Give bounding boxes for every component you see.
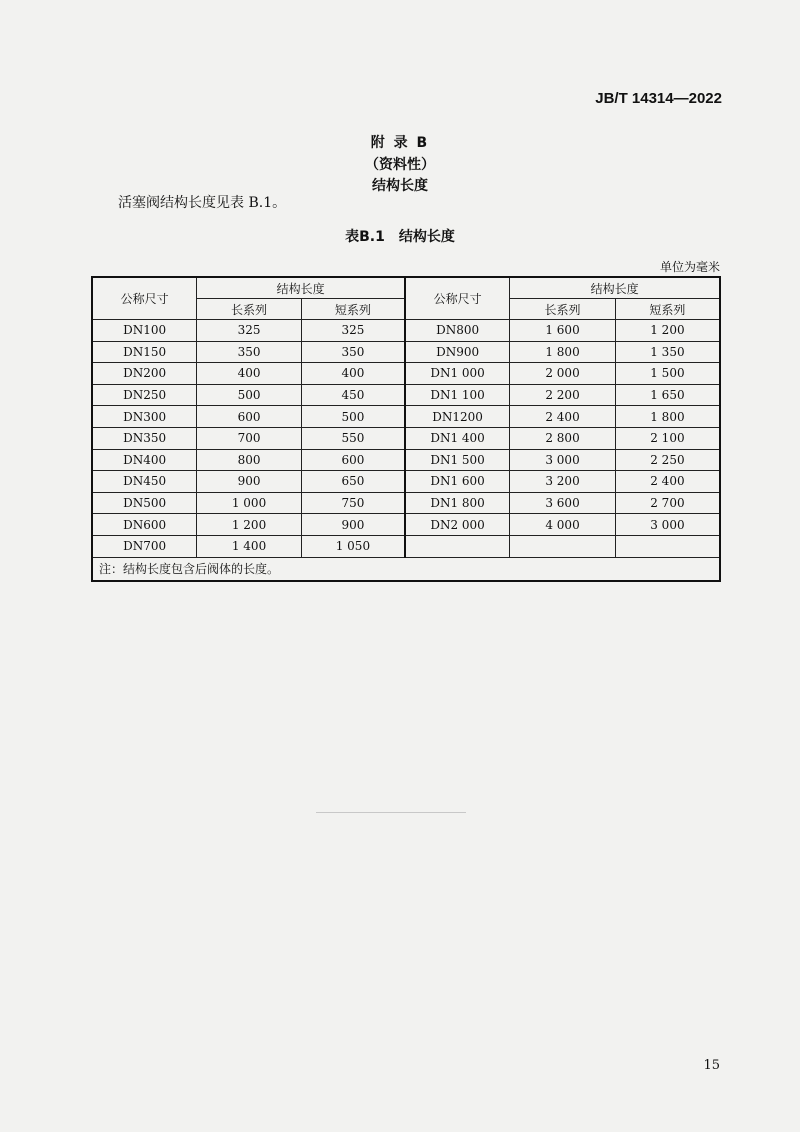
table-cell-dn-right xyxy=(405,535,510,557)
table-cell-short-right: 1 500 xyxy=(615,363,720,385)
table-note: 注：结构长度包含后阀体的长度。 xyxy=(92,557,720,581)
table-cell-dn-left: DN400 xyxy=(92,449,197,471)
table-unit: 单位为毫米 xyxy=(659,260,720,274)
table-row xyxy=(92,427,720,449)
table-cell-long-right: 2 400 xyxy=(510,406,616,428)
table-cell-short-right: 1 650 xyxy=(615,384,720,406)
table-cell-dn-right: DN1 000 xyxy=(405,363,510,385)
table-row xyxy=(92,535,720,557)
table-cell-dn-left: DN500 xyxy=(92,492,197,514)
table-note-row xyxy=(92,557,720,581)
table-cell-dn-left: DN200 xyxy=(92,363,197,385)
table-cell-long-left: 900 xyxy=(197,471,302,493)
table-cell-long-right: 1 800 xyxy=(510,341,616,363)
table-row xyxy=(92,384,720,406)
table-cell-short-left: 650 xyxy=(301,471,405,493)
header-short-left: 短系列 xyxy=(301,299,405,320)
table-cell-dn-left: DN700 xyxy=(92,535,197,557)
table-cell-long-left: 1 400 xyxy=(197,535,302,557)
header-group-right: 结构长度 xyxy=(510,277,720,299)
table-cell-dn-left: DN150 xyxy=(92,341,197,363)
table-row xyxy=(92,449,720,471)
header-long-left: 长系列 xyxy=(197,299,302,320)
table-cell-long-right xyxy=(510,535,616,557)
table-cell-dn-right: DN1 400 xyxy=(405,427,510,449)
table-cell-dn-left: DN350 xyxy=(92,427,197,449)
table-cell-short-left: 1 050 xyxy=(301,535,405,557)
table-cell-dn-left: DN100 xyxy=(92,320,197,342)
table-cell-long-right: 2 200 xyxy=(510,384,616,406)
table-cell-short-right: 1 350 xyxy=(615,341,720,363)
appendix-title: 附 录 B xyxy=(370,135,430,151)
table-cell-long-right: 4 000 xyxy=(510,514,616,536)
table-row xyxy=(92,471,720,493)
table-cell-dn-right: DN1 500 xyxy=(405,449,510,471)
table-cell-dn-right: DN1 600 xyxy=(405,471,510,493)
table-cell-dn-left: DN250 xyxy=(92,384,197,406)
table-cell-short-right: 2 100 xyxy=(615,427,720,449)
table-cell-short-right: 2 250 xyxy=(615,449,720,471)
header-short-right: 短系列 xyxy=(615,299,720,320)
table-caption: 表B.1 结构长度 xyxy=(345,229,455,245)
table-row xyxy=(92,406,720,428)
appendix-subtitle: （资料性） xyxy=(365,157,435,173)
table-cell-short-left: 900 xyxy=(301,514,405,536)
table-cell-short-right: 1 800 xyxy=(615,406,720,428)
table-cell-long-left: 800 xyxy=(197,449,302,471)
table-cell-dn-right: DN900 xyxy=(405,341,510,363)
header-group-left: 结构长度 xyxy=(197,277,405,299)
table-cell-short-left: 325 xyxy=(301,320,405,342)
table-row xyxy=(92,341,720,363)
table-cell-dn-right: DN1200 xyxy=(405,406,510,428)
header-nominal-right: 公称尺寸 xyxy=(405,277,510,320)
table-cell-long-left: 600 xyxy=(197,406,302,428)
appendix-heading: 结构长度 xyxy=(372,178,428,194)
table-cell-short-right: 2 700 xyxy=(615,492,720,514)
header-long-right: 长系列 xyxy=(510,299,616,320)
table-row xyxy=(92,514,720,536)
table-cell-long-right: 1 600 xyxy=(510,320,616,342)
table-cell-long-right: 2 000 xyxy=(510,363,616,385)
table-cell-dn-right: DN1 100 xyxy=(405,384,510,406)
table-cell-dn-left: DN450 xyxy=(92,471,197,493)
table-cell-long-right: 3 600 xyxy=(510,492,616,514)
table-cell-long-left: 500 xyxy=(197,384,302,406)
table-cell-short-left: 450 xyxy=(301,384,405,406)
table-cell-long-right: 2 800 xyxy=(510,427,616,449)
table-row xyxy=(92,363,720,385)
table-cell-long-right: 3 200 xyxy=(510,471,616,493)
table-cell-short-left: 400 xyxy=(301,363,405,385)
table-cell-short-left: 750 xyxy=(301,492,405,514)
header-nominal-left: 公称尺寸 xyxy=(92,277,197,320)
table-cell-long-left: 700 xyxy=(197,427,302,449)
divider-line xyxy=(316,812,466,813)
page-number: 15 xyxy=(703,1058,720,1073)
structure-length-table xyxy=(91,276,721,582)
table-cell-short-right xyxy=(615,535,720,557)
table-cell-dn-right: DN1 800 xyxy=(405,492,510,514)
standard-code: JB/T 14314—2022 xyxy=(595,90,722,107)
table-cell-dn-right: DN2 000 xyxy=(405,514,510,536)
table-cell-dn-left: DN300 xyxy=(92,406,197,428)
table-cell-dn-right: DN800 xyxy=(405,320,510,342)
table-cell-short-right: 2 400 xyxy=(615,471,720,493)
table-cell-short-right: 1 200 xyxy=(615,320,720,342)
table-cell-long-left: 325 xyxy=(197,320,302,342)
table-cell-short-left: 600 xyxy=(301,449,405,471)
table-cell-long-left: 1 000 xyxy=(197,492,302,514)
table-cell-short-left: 350 xyxy=(301,341,405,363)
table-cell-long-left: 400 xyxy=(197,363,302,385)
table-row xyxy=(92,492,720,514)
table-cell-short-right: 3 000 xyxy=(615,514,720,536)
table-cell-short-left: 500 xyxy=(301,406,405,428)
table-cell-dn-left: DN600 xyxy=(92,514,197,536)
table-cell-long-left: 1 200 xyxy=(197,514,302,536)
table-cell-long-right: 3 000 xyxy=(510,449,616,471)
table-row xyxy=(92,320,720,342)
table-cell-short-left: 550 xyxy=(301,427,405,449)
table-cell-long-left: 350 xyxy=(197,341,302,363)
intro-paragraph: 活塞阀结构长度见表 B.1。 xyxy=(118,195,287,211)
